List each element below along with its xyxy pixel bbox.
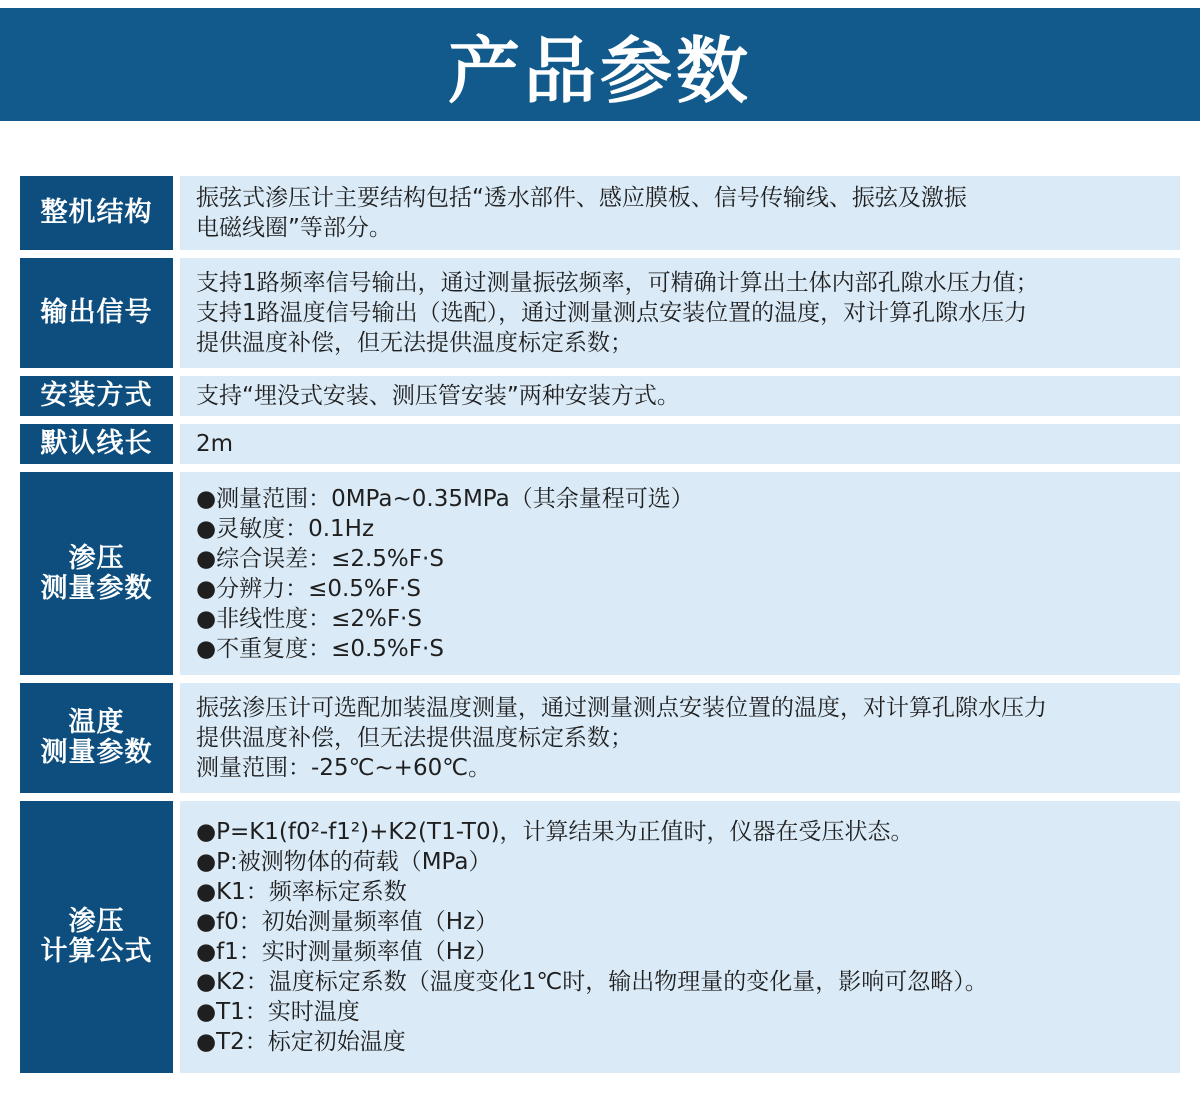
spec-label-temperature bbox=[20, 683, 173, 793]
spec-table bbox=[20, 176, 1180, 1081]
spec-label-line: 测量参数 bbox=[40, 737, 153, 768]
spec-label-line: 计算公式 bbox=[40, 936, 153, 967]
header-banner bbox=[0, 8, 1200, 121]
spec-value-pressure bbox=[180, 472, 1180, 675]
spec-label-pressure bbox=[20, 472, 173, 675]
spec-value-install bbox=[180, 376, 1180, 416]
spec-bullet: ●灵敏度：0.1Hz bbox=[196, 515, 375, 542]
spec-value-formula bbox=[180, 801, 1180, 1073]
spec-line: 振弦渗压计可选配加装温度测量，通过测量测点安装位置的温度，对计算孔隙水压力 bbox=[196, 695, 1047, 721]
spec-bullet: ●非线性度：≤2%F·S bbox=[196, 605, 422, 632]
spec-line: 支持1路频率信号输出，通过测量振弦频率，可精确计算出土体内部孔隙水压力值； bbox=[196, 270, 1039, 296]
spec-label-line: 测量参数 bbox=[40, 572, 153, 604]
spec-bullet: ●不重复度：≤0.5%F·S bbox=[196, 635, 444, 662]
spec-label-cable: 默认线长 bbox=[20, 424, 173, 464]
spec-row-temperature bbox=[20, 683, 1180, 793]
spec-bullet: ●T2：标定初始温度 bbox=[196, 1029, 406, 1055]
spec-bullet: ●K1：频率标定系数 bbox=[196, 879, 407, 905]
spec-line: 电磁线圈”等部分。 bbox=[196, 215, 392, 241]
spec-bullet: ●测量范围：0MPa~0.35MPa（其余量程可选） bbox=[196, 485, 694, 512]
spec-line: 振弦式渗压计主要结构包括“透水部件、感应膜板、信号传输线、振弦及激振 bbox=[196, 185, 967, 211]
spec-row-install bbox=[20, 376, 1180, 416]
spec-line: 提供温度补偿，但无法提供温度标定系数； bbox=[196, 725, 633, 751]
spec-line: 支持“埋没式安装、测压管安装”两种安装方式。 bbox=[196, 383, 680, 409]
spec-value-temperature bbox=[180, 683, 1180, 793]
spec-line: 测量范围：-25℃~+60℃。 bbox=[196, 755, 492, 781]
spec-row-pressure bbox=[20, 472, 1180, 675]
spec-bullet: ●T1：实时温度 bbox=[196, 999, 360, 1025]
spec-label-line: 温度 bbox=[68, 707, 125, 738]
spec-label-line: 渗压 bbox=[68, 906, 125, 937]
spec-label-line: 渗压 bbox=[68, 542, 125, 574]
spec-line: 支持1路温度信号输出（选配），通过测量测点安装位置的温度，对计算孔隙水压力 bbox=[196, 300, 1028, 326]
spec-bullet: ●综合误差：≤2.5%F·S bbox=[196, 545, 444, 572]
spec-bullet: ●f1：实时测量频率值（Hz） bbox=[196, 939, 499, 965]
spec-row-output bbox=[20, 258, 1180, 368]
spec-label-formula bbox=[20, 801, 173, 1073]
spec-bullet: ●分辨力：≤0.5%F·S bbox=[196, 575, 421, 602]
spec-bullet: ●f0：初始测量频率值（Hz） bbox=[196, 909, 499, 935]
spec-row-structure bbox=[20, 176, 1180, 250]
spec-label-install: 安装方式 bbox=[20, 376, 173, 416]
page-title: 产品参数 bbox=[447, 28, 752, 113]
spec-label-structure: 整机结构 bbox=[20, 176, 173, 250]
spec-line: 2m bbox=[196, 431, 234, 457]
spec-bullet: ●P:被测物体的荷载（MPa） bbox=[196, 849, 492, 875]
spec-row-formula bbox=[20, 801, 1180, 1073]
spec-value-structure bbox=[180, 176, 1180, 250]
spec-value-cable bbox=[180, 424, 1180, 464]
spec-value-output bbox=[180, 258, 1180, 368]
spec-line: 提供温度补偿，但无法提供温度标定系数； bbox=[196, 330, 633, 356]
spec-bullet: ●P=K1(f0²-f1²)+K2(T1-T0)，计算结果为正值时，仪器在受压状态。 bbox=[196, 819, 914, 845]
spec-label-output: 输出信号 bbox=[20, 258, 173, 368]
spec-bullet: ●K2：温度标定系数（温度变化1℃时，输出物理量的变化量，影响可忽略）。 bbox=[196, 969, 988, 995]
spec-row-cable bbox=[20, 424, 1180, 464]
